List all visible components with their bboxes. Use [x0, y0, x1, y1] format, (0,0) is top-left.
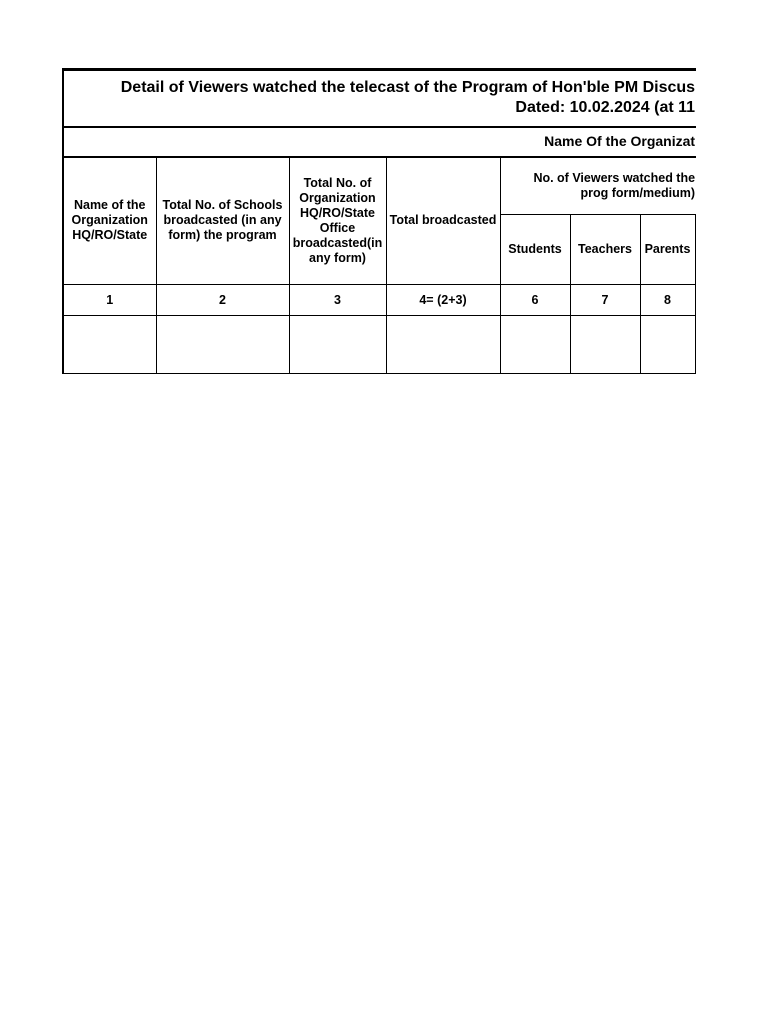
data-cell-students — [500, 316, 570, 374]
data-cell-total-schools — [156, 316, 289, 374]
header-teachers: Teachers — [570, 215, 640, 285]
header-parents: Parents — [640, 215, 695, 285]
report-title — [63, 70, 696, 127]
report-sheet — [62, 68, 696, 374]
data-row — [63, 316, 696, 374]
header-hidden-col — [695, 215, 696, 285]
data-cell-teachers — [570, 316, 640, 374]
data-cell-total-broadcasted — [386, 316, 500, 374]
title-line-2: Dated: 10.02.2024 (at 11 — [515, 99, 696, 117]
colnum-4: 4= (2+3) — [386, 285, 500, 316]
colnum-students: 6 — [500, 285, 570, 316]
colnum-1: 1 — [63, 285, 156, 316]
colnum-hidden — [695, 285, 696, 316]
colnum-3: 3 — [289, 285, 386, 316]
header-total-offices: Total No. of Organization HQ/RO/State Office broadcasted(in any form) — [289, 157, 386, 285]
title-row — [63, 70, 696, 127]
header-viewers-group-text: No. of Viewers watched the prog form/medium) — [533, 170, 696, 200]
header-organization: Name of the Organization HQ/RO/State — [63, 157, 156, 285]
colnum-parents: 8 — [640, 285, 695, 316]
header-total-schools: Total No. of Schools broadcasted (in any form) the program — [156, 157, 289, 285]
organization-label — [63, 127, 696, 157]
column-number-row — [63, 285, 696, 316]
colnum-teachers: 7 — [570, 285, 640, 316]
header-students: Students — [500, 215, 570, 285]
data-cell-total-offices — [289, 316, 386, 374]
data-cell-hidden — [695, 316, 696, 374]
header-total-broadcasted: Total broadcasted — [386, 157, 500, 285]
header-row-1 — [63, 157, 696, 215]
data-cell-parents — [640, 316, 695, 374]
title-line-1: Detail of Viewers watched the telecast of the Program of Hon'ble PM Discus — [120, 79, 696, 97]
viewers-report-table — [62, 68, 696, 374]
data-cell-organization — [63, 316, 156, 374]
organization-row — [63, 127, 696, 157]
header-viewers-group — [500, 157, 696, 215]
organization-label-text: Name Of the Organizat — [544, 133, 696, 149]
colnum-2: 2 — [156, 285, 289, 316]
